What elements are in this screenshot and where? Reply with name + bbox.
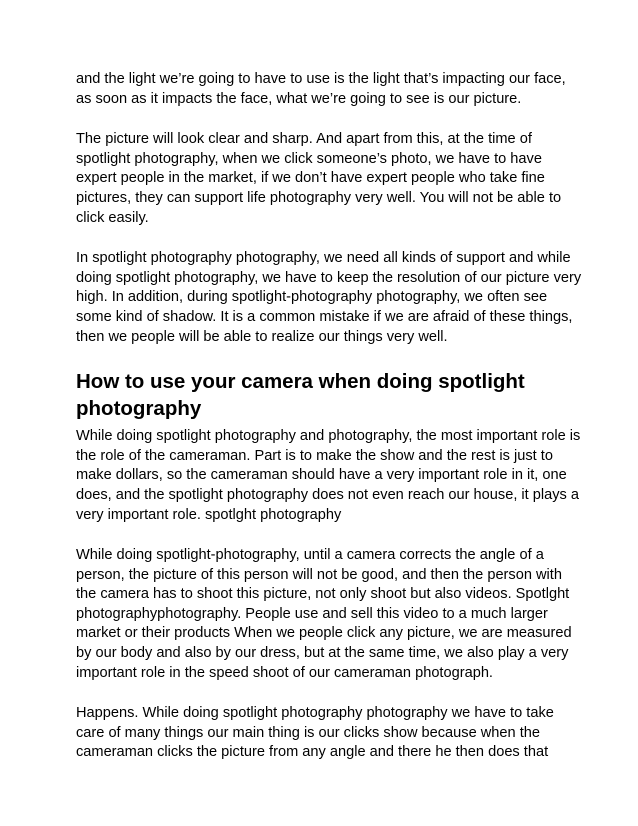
text-line: some kind of shadow. It is a common mistake if we are afraid of these things, — [76, 308, 573, 325]
text-line: person, the picture of this person will not be good, and then the person with — [76, 566, 562, 583]
text-line: the role of the cameraman. Part is to make the show and the rest is just to — [76, 447, 553, 464]
text-line: Happens. While doing spotlight photography photography we have to take — [76, 705, 554, 722]
text-line: then we people will be able to realize our things very well. — [76, 328, 448, 345]
text-line: care of many things our main thing is our clicks show because when the — [76, 724, 540, 741]
text-line: click easily. — [76, 209, 149, 226]
heading-line: How to use your camera when doing spotlight — [76, 370, 525, 394]
document-page — [76, 70, 582, 784]
text-line: In spotlight photography photography, we need all kinds of support and while — [76, 250, 571, 267]
text-line: pictures, they can support life photography very well. You will not be able to — [76, 189, 562, 206]
text-line: high. In addition, during spotlight-photography photography, we often see — [76, 289, 548, 306]
paragraph-camera-angle — [76, 546, 576, 683]
text-line: expert people in the market, if we don’t have expert people who take fine — [76, 170, 545, 187]
text-line: the camera has to shoot this picture, not only shoot but also videos. Spotlght — [76, 586, 570, 603]
text-line: as soon as it impacts the face, what we’re going to see is our picture. — [76, 90, 522, 107]
paragraph-support-resolution — [76, 249, 582, 347]
text-line: While doing spotlight-photography, until a camera corrects the angle of a — [76, 547, 544, 564]
text-line: spotlight photography, when we click someone’s photo, we have to have — [76, 150, 542, 167]
text-line: While doing spotlight photography and photography, the most important role is — [76, 428, 581, 445]
text-line: very important role. spotlght photography — [76, 506, 342, 523]
section-heading — [76, 368, 576, 422]
text-line: doing spotlight photography, we have to keep the resolution of our picture very — [76, 269, 582, 286]
heading-line: photography — [76, 397, 202, 421]
text-line: important role in the speed shoot of our cameraman photograph. — [76, 664, 493, 681]
text-line: make dollars, so the cameraman should have a very important role in it, one — [76, 467, 567, 484]
text-line: cameraman clicks the picture from any angle and there he then does that — [76, 744, 549, 761]
text-line: market or their products When we people click any picture, we are measured — [76, 625, 572, 642]
text-line: does, and the spotlight photography does not even reach our house, it plays a — [76, 486, 580, 503]
text-line: by our body and also by our dress, but at the same time, we also play a very — [76, 645, 569, 662]
text-line: The picture will look clear and sharp. And apart from this, at the time of — [76, 131, 532, 148]
text-line: photographyphotography. People use and sell this video to a much larger — [76, 605, 548, 622]
paragraph-light-impact — [76, 70, 576, 109]
text-line: and the light we’re going to have to use is the light that’s impacting our face, — [76, 71, 566, 87]
paragraph-clear-sharp — [76, 130, 576, 228]
paragraph-cameraman-role — [76, 427, 581, 525]
paragraph-happens — [76, 704, 576, 763]
